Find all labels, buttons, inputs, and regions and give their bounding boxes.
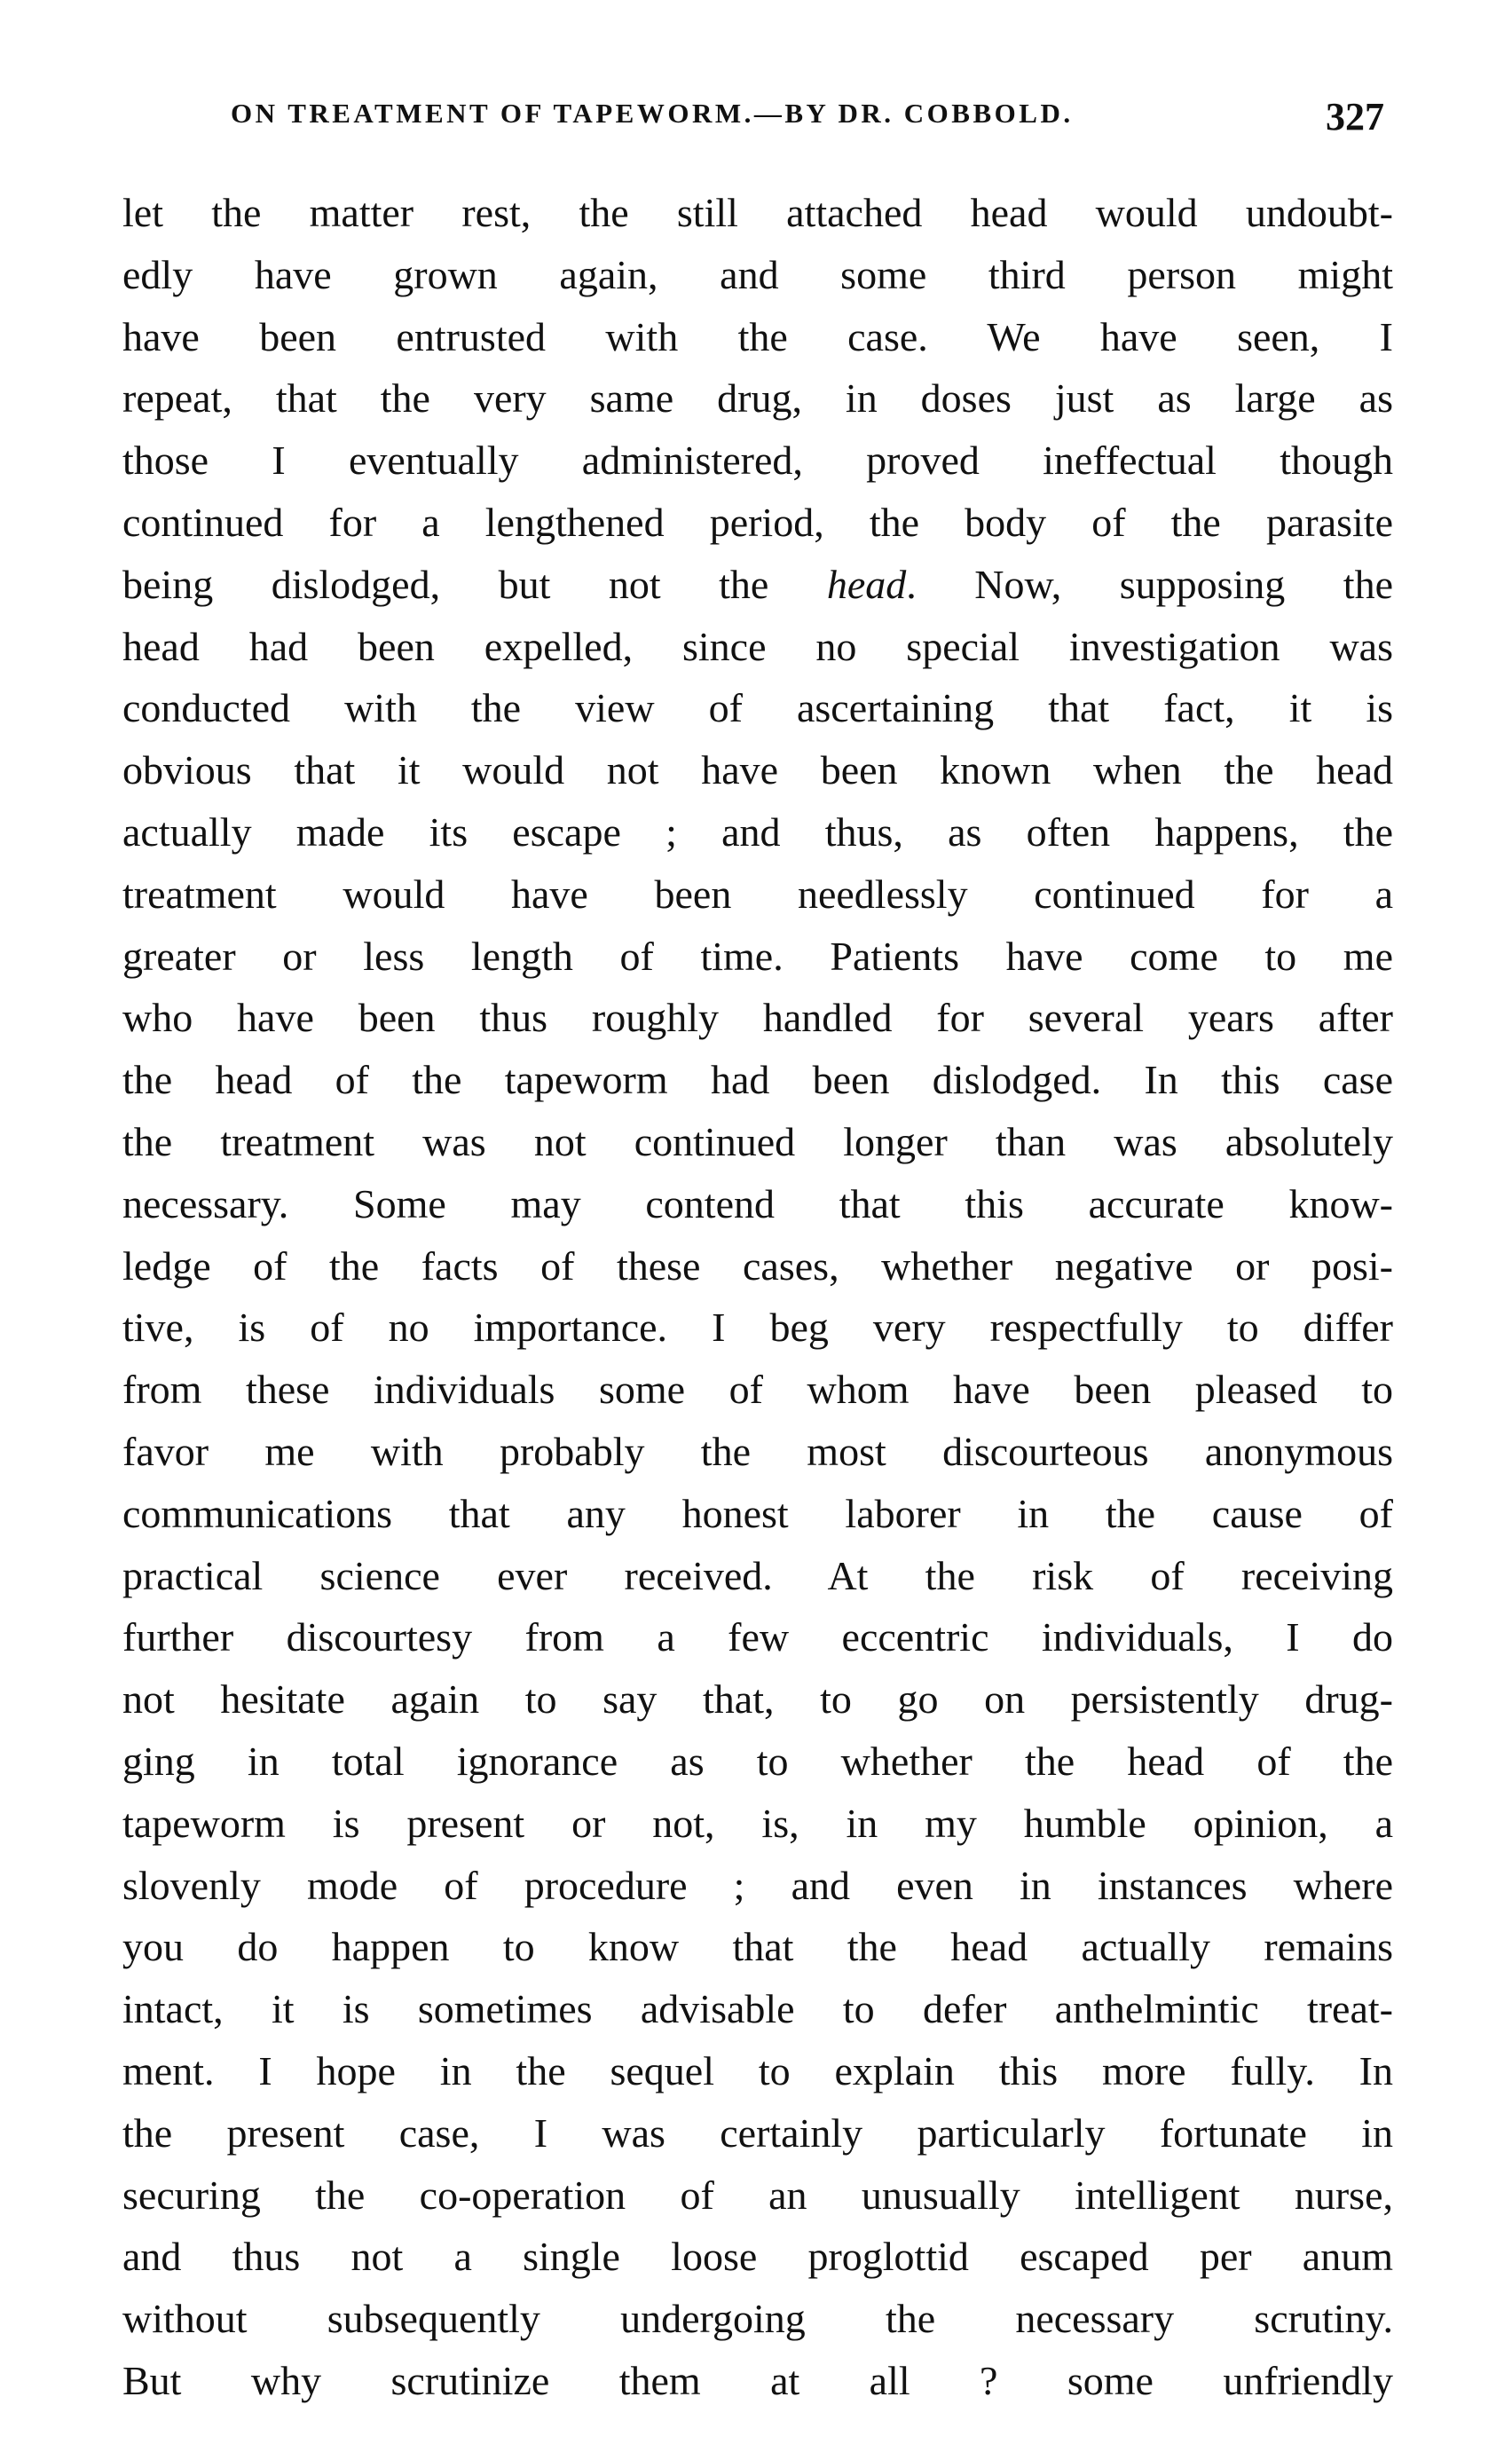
text-line: intact, it is sometimes advisable to defer anthelmintic treat-: [122, 1986, 1393, 2032]
text-line: favor me with probably the most discourteous anonymous: [122, 1428, 1393, 1474]
text-line: continued for a lengthened period, the body of the parasite: [122, 499, 1393, 545]
text-line: let the matter rest, the still attached head would undoubt-: [122, 190, 1393, 235]
text-line: have been entrusted with the case. We have seen, I: [122, 313, 1393, 359]
text-line: actually made its escape ; and thus, as often happens, the: [122, 808, 1393, 855]
text-line: edly have grown again, and some third person might: [122, 251, 1393, 297]
text-line: But why scrutinize them at all ? some unfriendly: [122, 2357, 1393, 2403]
page-number: 327: [1326, 95, 1384, 138]
text-line: tive, is of no importance. I beg very respectfully to differ: [122, 1305, 1393, 1351]
body-text: [122, 182, 1393, 2412]
text-line: who have been thus roughly handled for several years after: [122, 995, 1393, 1041]
text-line: conducted with the view of ascertaining that fact, it is: [122, 685, 1393, 731]
text-line: slovenly mode of procedure ; and even in instances where: [122, 1862, 1393, 1908]
italic-emphasis: head: [826, 561, 907, 607]
text-line: necessary. Some may contend that this accurate know-: [122, 1180, 1393, 1226]
text-line: treatment would have been needlessly continued for a: [122, 871, 1393, 917]
text-line: securing the co-operation of an unusually intelligent nurse,: [122, 2172, 1393, 2218]
text-line: and thus not a single loose proglottid escaped per anum: [122, 2234, 1393, 2280]
text-line: communications that any honest laborer in the cause of: [122, 1490, 1393, 1536]
text-line: practical science ever received. At the risk of receiving: [122, 1552, 1393, 1598]
text-line: ledge of the facts of these cases, whether negative or posi-: [122, 1242, 1393, 1289]
running-title: ON TREATMENT OF TAPEWORM.—BY DR. COBBOLD.: [231, 98, 1074, 129]
text-line: repeat, that the very same drug, in doses just as large as: [122, 375, 1393, 422]
text-line: without subsequently undergoing the necessary scrutiny.: [122, 2296, 1393, 2342]
text-line: from these individuals some of whom have been pleased to: [122, 1367, 1393, 1413]
text-line: greater or less length of time. Patients have come to me: [122, 933, 1393, 979]
text-line: not hesitate again to say that, to go on persistently drug-: [122, 1676, 1393, 1723]
text-line: the present case, I was certainly particularly fortunate in: [122, 2109, 1393, 2156]
text-line: further discourtesy from a few eccentric individuals, I do: [122, 1614, 1393, 1660]
text-line: ment. I hope in the sequel to explain this more fully. In: [122, 2047, 1393, 2093]
text-line-with-italic: being dislodged, but not the head. Now, supposing the: [122, 561, 1393, 607]
running-head: [231, 95, 1384, 151]
text-line: head had been expelled, since no special investigation was: [122, 623, 1393, 669]
text-line: ging in total ignorance as to whether the head of the: [122, 1738, 1393, 1784]
text-line: tapeworm is present or not, is, in my humble opinion, a: [122, 1800, 1393, 1846]
text-line: the head of the tapeworm had been dislodged. In this case: [122, 1057, 1393, 1103]
text-line: you do happen to know that the head actually remains: [122, 1924, 1393, 1970]
text-line: obvious that it would not have been known when the head: [122, 747, 1393, 793]
text-line: the treatment was not continued longer than was absolutely: [122, 1118, 1393, 1164]
text-line: those I eventually administered, proved ineffectual though: [122, 438, 1393, 484]
